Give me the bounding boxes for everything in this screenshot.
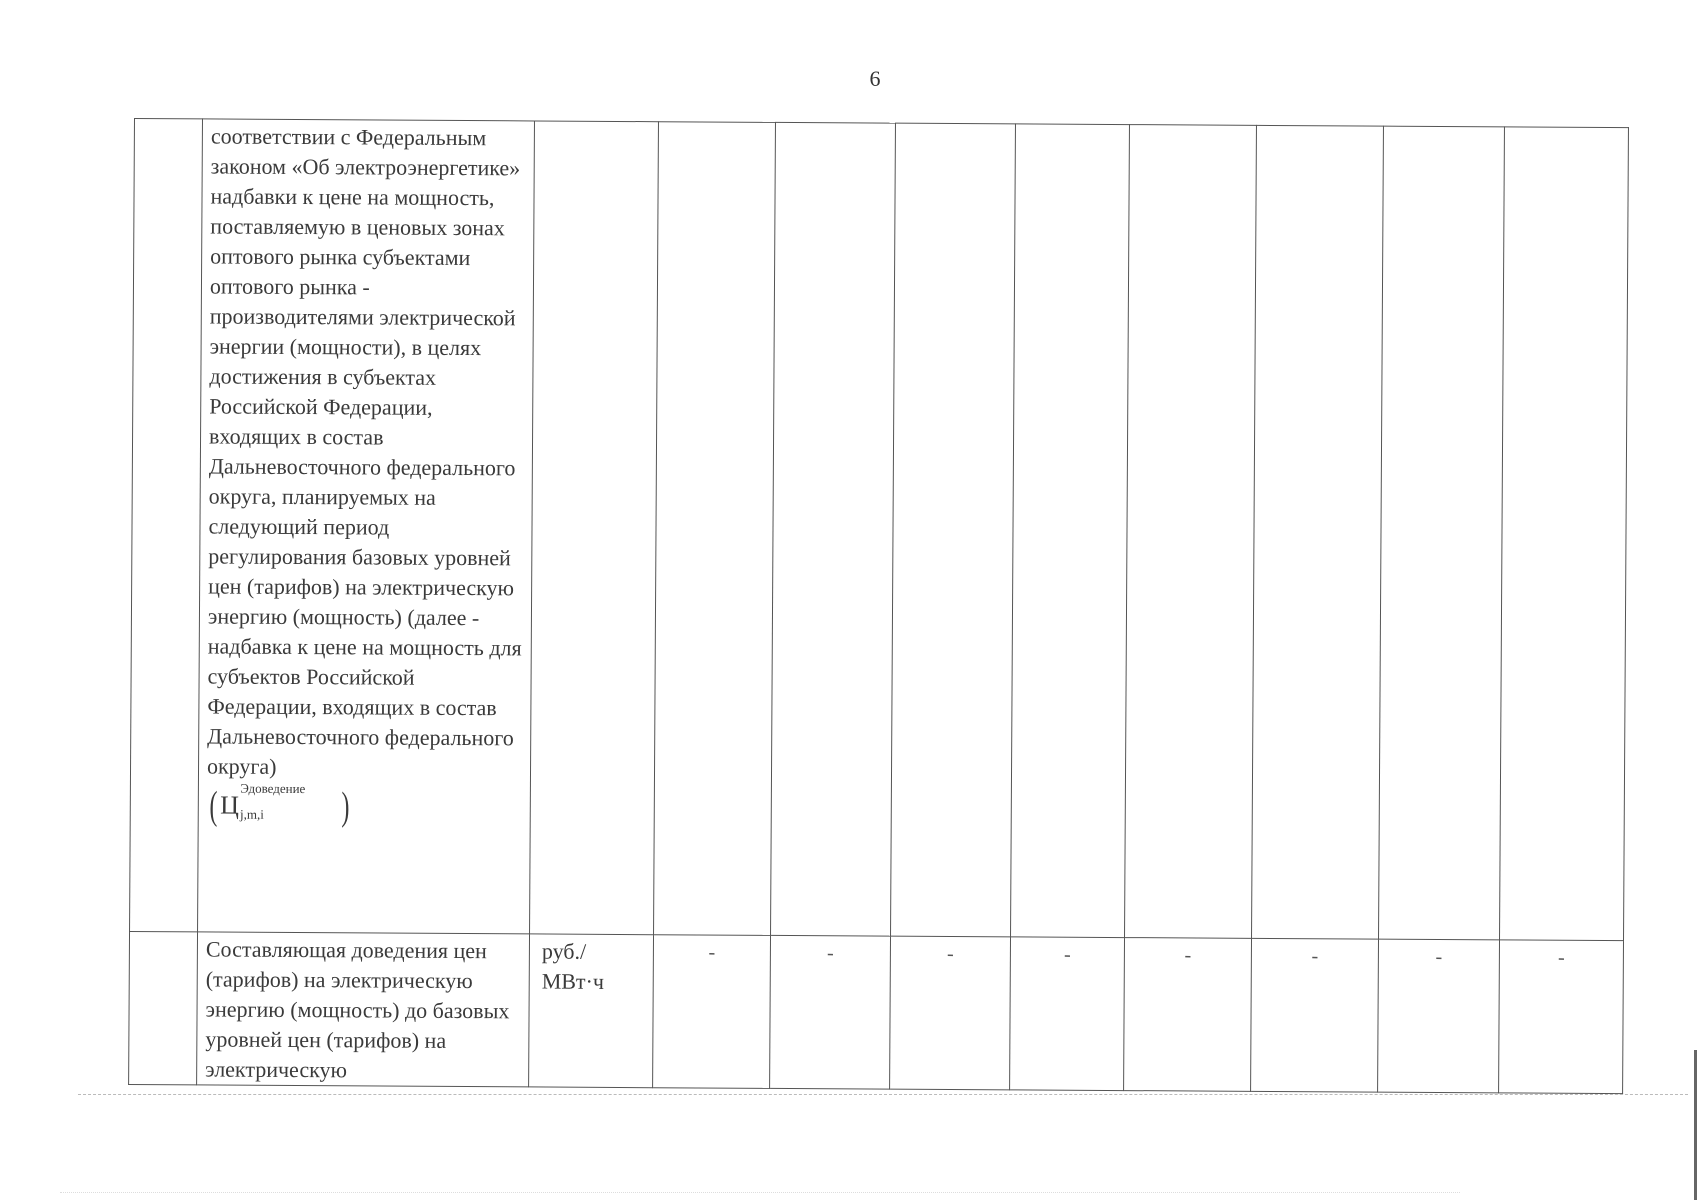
value-cell: - bbox=[770, 935, 891, 1089]
description-cell: Составляющая доведения цен (тарифов) на электрическую энергию (мощность) до базовых уровней цен (тарифов) на электрическую bbox=[197, 932, 530, 1087]
value-cell: - bbox=[1499, 940, 1624, 1094]
value-cell: - bbox=[1251, 938, 1379, 1092]
formula-paren-open: ( bbox=[209, 782, 218, 828]
table-row bbox=[130, 119, 1629, 941]
value-cell: - bbox=[1124, 938, 1252, 1092]
unit-cell bbox=[530, 121, 659, 935]
unit-cell bbox=[529, 934, 654, 1088]
value-cell: - bbox=[1010, 937, 1125, 1091]
row-number-cell bbox=[129, 931, 198, 1084]
value-cell bbox=[1252, 125, 1384, 939]
row-number-cell bbox=[130, 119, 203, 932]
scan-artifact-dots bbox=[60, 1192, 1460, 1193]
description-cell bbox=[198, 119, 535, 934]
unit-line-2: МВт·ч bbox=[541, 968, 605, 994]
tariff-table bbox=[128, 118, 1629, 1094]
value-cell bbox=[1011, 124, 1130, 938]
description-text: соответствии с Федеральным законом «Об электроэнергетике» надбавки к цене на мощность, поставляемую в ценовых зонах оптового рынка субъектами оптового рынка - производителями электрической энергии (мощности), в целях достижения в субъектах Российской Федерации, входящих в состав Дальневосточного федерального округа, планируемых на следующий период регулирования базовых уровней цен (тарифов) на электрическую энергию (мощность) (далее - надбавка к цене на мощность для субъектов Российской Федерации, входящих в состав Дальневосточного федерального округа) bbox=[206, 123, 522, 779]
value-cell bbox=[1125, 125, 1257, 939]
value-cell: - bbox=[890, 936, 1011, 1090]
value-cell bbox=[1379, 126, 1505, 940]
value-cell bbox=[654, 122, 776, 936]
formula-paren-close: ) bbox=[341, 783, 350, 829]
page-number: 6 bbox=[869, 66, 881, 91]
formula-symbol: Ц Эдоведение j,m,i bbox=[220, 780, 306, 822]
value-cell bbox=[891, 123, 1016, 937]
value-cell: - bbox=[1378, 939, 1500, 1093]
value-cell: - bbox=[653, 935, 771, 1089]
value-cell bbox=[771, 122, 896, 936]
formula-subscript: j,m,i bbox=[240, 806, 264, 822]
unit-line-1: руб./ bbox=[541, 938, 587, 964]
formula-superscript: Эдоведение bbox=[240, 780, 306, 797]
scan-artifact-line bbox=[78, 1094, 1688, 1095]
formula bbox=[207, 780, 353, 829]
value-cell bbox=[1500, 127, 1629, 941]
table-row bbox=[129, 931, 1624, 1093]
